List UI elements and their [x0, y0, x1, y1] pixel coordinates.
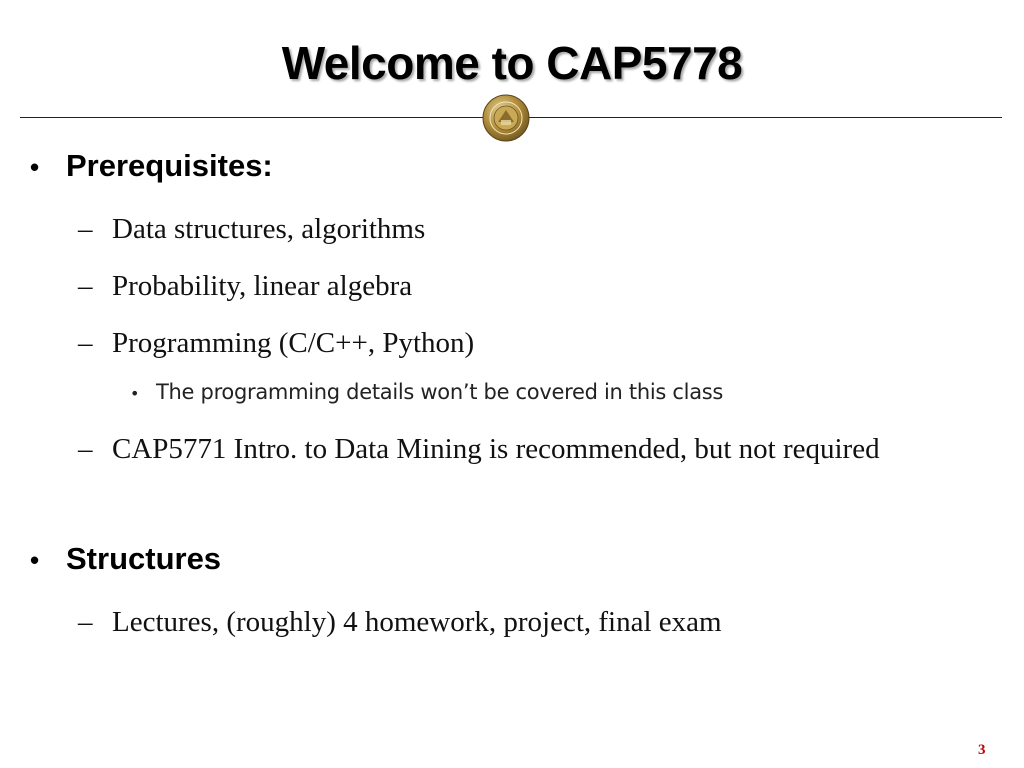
dash-icon: – — [78, 213, 93, 245]
bullet-structures — [30, 541, 221, 577]
dash-icon: – — [78, 433, 93, 465]
bullet-dot-icon: • — [130, 384, 140, 403]
sub-bullet: – Data structures, algorithms — [78, 205, 908, 253]
page-number: 3 — [978, 742, 986, 758]
section-heading: Prerequisites: — [66, 148, 273, 183]
sub-bullet: – CAP5771 Intro. to Data Mining is recommended, but not required — [78, 425, 908, 473]
sub-bullet: – Probability, linear algebra — [78, 262, 908, 310]
bullet-dot-icon: • — [30, 545, 40, 575]
bullet-prerequisites — [30, 148, 273, 184]
dash-icon: – — [78, 606, 93, 638]
university-seal-logo — [482, 94, 530, 142]
slide-title: Welcome to CAP5778 — [281, 37, 743, 89]
section-heading: Structures — [66, 541, 222, 576]
bullet-dot-icon: • — [30, 152, 40, 182]
sub-bullet: – Lectures, (roughly) 4 homework, project, final exam — [78, 598, 908, 646]
dash-icon: – — [78, 270, 93, 302]
dash-icon: – — [78, 327, 93, 359]
sub-sub-bullet: • The programming details won’t be covered in this class — [130, 380, 724, 404]
sub-bullet: – Programming (C/C++, Python) — [78, 319, 908, 367]
